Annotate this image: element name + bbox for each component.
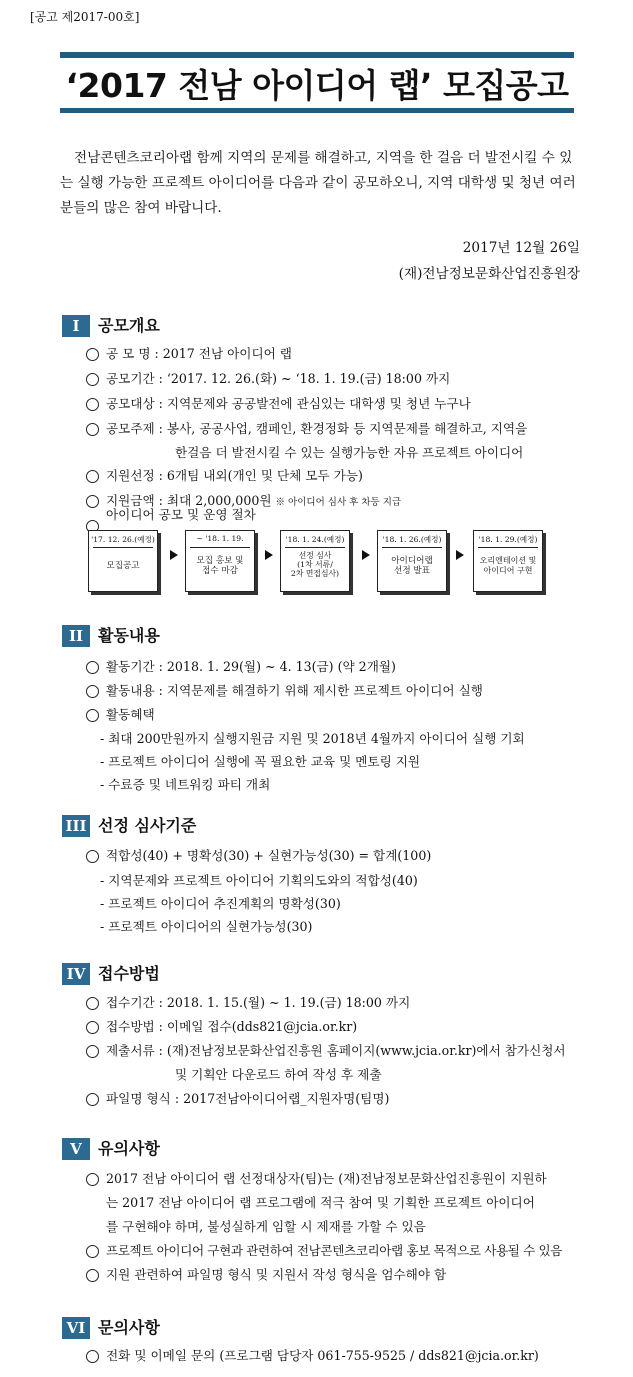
contest-name: 공 모 명 : 2017 전남 아이디어 랩 [106, 346, 292, 361]
circle-bullet-icon [86, 709, 99, 722]
circle-bullet-icon [86, 1093, 99, 1106]
section-number: III [62, 815, 90, 837]
circle-bullet-icon [86, 495, 99, 508]
arrow-right-icon [362, 550, 370, 560]
section-number: VI [62, 1317, 90, 1339]
circle-bullet-icon [86, 398, 99, 411]
criteria-formula: 적합성(40) + 명확성(30) + 실현가능성(30) = 합계(100) [106, 848, 432, 863]
step-date: '18. 1. 24.(예정) [285, 535, 345, 544]
notice-item: 지원 관련하여 파일명 형식 및 지원서 작성 형식을 엄수해야 함 [106, 1267, 447, 1282]
notice-item-cont: 는 2017 전남 아이디어 랩 프로그램에 적극 참여 및 기획한 프로젝트 아이디어 [106, 1195, 535, 1210]
title-bottom-bar [60, 108, 574, 113]
circle-bullet-icon [86, 685, 99, 698]
step-date: '18. 1. 29.(예정) [478, 535, 538, 544]
circle-bullet-icon [86, 1350, 99, 1363]
title-top-bar [60, 52, 574, 58]
section-header-2 [62, 625, 160, 647]
contest-target: 공모대상 : 지역문제와 공공발전에 관심있는 대학생 및 청년 누구나 [106, 396, 471, 411]
circle-bullet-icon [86, 348, 99, 361]
step-date: ~ '18. 1. 19. [196, 534, 244, 543]
step-text: 선정 심사 (1차 서류/ 2차 면접심사) [290, 551, 340, 578]
required-documents: 제출서류 : (재)전남정보문화산업진흥원 홈페이지(www.jcia.or.kr)에서 참가신청서 [106, 1043, 566, 1058]
filename-format: 파일명 형식 : 2017전남아이디어랩_지원자명(팀명) [106, 1091, 390, 1106]
application-period: 접수기간 : 2018. 1. 15.(월) ~ 1. 19.(금) 18:00 까지 [106, 995, 411, 1010]
notice-item: 프로젝트 아이디어 구현과 관련하여 전남콘텐츠코리아랩 홍보 목적으로 사용될 수 있음 [106, 1243, 562, 1258]
section-header-6 [62, 1317, 160, 1339]
circle-bullet-icon [86, 1021, 99, 1034]
notice-item-cont: 를 구현해야 하며, 불성실하게 임할 시 제재를 가할 수 있음 [106, 1219, 426, 1234]
support-amount-text: 지원금액 : 최대 2,000,000원 [106, 493, 272, 508]
process-step-1 [88, 530, 158, 592]
step-text: 아이디어랩 선정 발표 [391, 556, 433, 576]
step-text: 모집공고 [106, 561, 140, 571]
contest-topic: 공모주제 : 봉사, 공공사업, 캠페인, 환경정화 등 지역문제를 해결하고, 지역을 [106, 421, 528, 436]
benefit-item: - 프로젝트 아이디어 실행에 꼭 필요한 교육 및 멘토링 지원 [100, 754, 421, 769]
section-title: 문의사항 [98, 1318, 160, 1337]
criteria-item: - 프로젝트 아이디어의 실현가능성(30) [100, 919, 313, 934]
circle-bullet-icon [86, 1269, 99, 1282]
process-heading: 아이디어 공모 및 운영 절차 [106, 507, 256, 522]
section-number: II [62, 625, 90, 647]
criteria-item: - 프로젝트 아이디어 추진계획의 명확성(30) [100, 896, 341, 911]
section-number: V [62, 1138, 90, 1160]
circle-bullet-icon [86, 1173, 99, 1186]
criteria-item: - 지역문제와 프로젝트 아이디어 기획의도와의 적합성(40) [100, 873, 418, 888]
contest-period: 공모기간 : ‘2017. 12. 26.(화) ~ ‘18. 1. 19.(금) 18:00 까지 [106, 371, 451, 386]
selection-count: 지원선정 : 6개팀 내외(개인 및 단체 모두 가능) [106, 468, 363, 483]
section-number: IV [62, 963, 90, 985]
process-step-3 [280, 530, 350, 592]
contest-topic-cont: 한걸음 더 발전시킬 수 있는 실행가능한 자유 프로젝트 아이디어 [175, 445, 524, 460]
section-header-3 [62, 815, 196, 837]
process-step-5 [473, 530, 543, 592]
circle-bullet-icon [86, 1045, 99, 1058]
arrow-right-icon [170, 550, 178, 560]
circle-bullet-icon [86, 997, 99, 1010]
issuer: (재)전남정보문화산업진흥원장 [398, 266, 580, 282]
notice-date: 2017년 12월 26일 [462, 240, 580, 256]
section-number: I [62, 315, 90, 337]
process-step-2 [185, 530, 255, 592]
circle-bullet-icon [86, 850, 99, 863]
page-title: ‘2017 전남 아이디어 랩’ 모집공고 [65, 66, 569, 105]
benefit-item: - 수료증 및 네트워킹 파티 개최 [100, 777, 271, 792]
application-method: 접수방법 : 이메일 접수(dds821@jcia.or.kr) [106, 1019, 358, 1034]
arrow-right-icon [265, 550, 273, 560]
section-title: 선정 심사기준 [98, 816, 197, 835]
section-header-1 [62, 315, 160, 337]
section-header-4 [62, 963, 160, 985]
notice-item: 2017 전남 아이디어 랩 선정대상자(팀)는 (재)전남정보문화산업진흥원이 지원하 [106, 1171, 547, 1186]
contact-info: 전화 및 이메일 문의 (프로그램 담당자 061-755-9525 / dds821@jcia.or.kr) [106, 1348, 539, 1363]
section-header-5 [62, 1138, 160, 1160]
step-date: '18. 1. 26.(예정) [382, 535, 442, 544]
circle-bullet-icon [86, 661, 99, 674]
activity-benefit: 활동혜택 [106, 707, 155, 722]
circle-bullet-icon [86, 1245, 99, 1258]
circle-bullet-icon [86, 373, 99, 386]
step-date: '17. 12. 26.(예정) [91, 535, 155, 544]
step-text: 오리엔테이션 및 아이디어 구현 [479, 556, 537, 575]
section-title: 접수방법 [98, 964, 160, 983]
section-title: 유의사항 [98, 1139, 160, 1158]
arrow-right-icon [456, 550, 464, 560]
support-amount-note: ※ 아이디어 심사 후 차등 지급 [275, 497, 402, 508]
section-title: 공모개요 [98, 316, 160, 335]
intro-paragraph: 전남콘텐츠코리아랩 함께 지역의 문제를 해결하고, 지역을 한 걸음 더 발전시킬 수 있는 실행 가능한 프로젝트 아이디어를 다음과 같이 공모하오니, 지역 대학생 및 청년 여러분들의 많은 참여 바랍니다. [60, 150, 576, 216]
process-step-4 [377, 530, 447, 592]
section-title: 활동내용 [98, 626, 160, 645]
notice-number: [공고 제2017-00호] [30, 10, 140, 24]
activity-period: 활동기간 : 2018. 1. 29(월) ~ 4. 13(금) (약 2개월) [106, 659, 396, 674]
circle-bullet-icon [86, 423, 99, 436]
benefit-item: - 최대 200만원까지 실행지원금 지원 및 2018년 4월까지 아이디어 실행 기회 [100, 731, 525, 746]
activity-content: 활동내용 : 지역문제를 해결하기 위해 제시한 프로젝트 아이디어 실행 [106, 683, 483, 698]
circle-bullet-icon [86, 470, 99, 483]
required-documents-cont: 및 기획안 다운로드 하여 작성 후 제출 [175, 1067, 382, 1082]
step-text: 모집 홍보 및 접수 마감 [196, 556, 244, 576]
